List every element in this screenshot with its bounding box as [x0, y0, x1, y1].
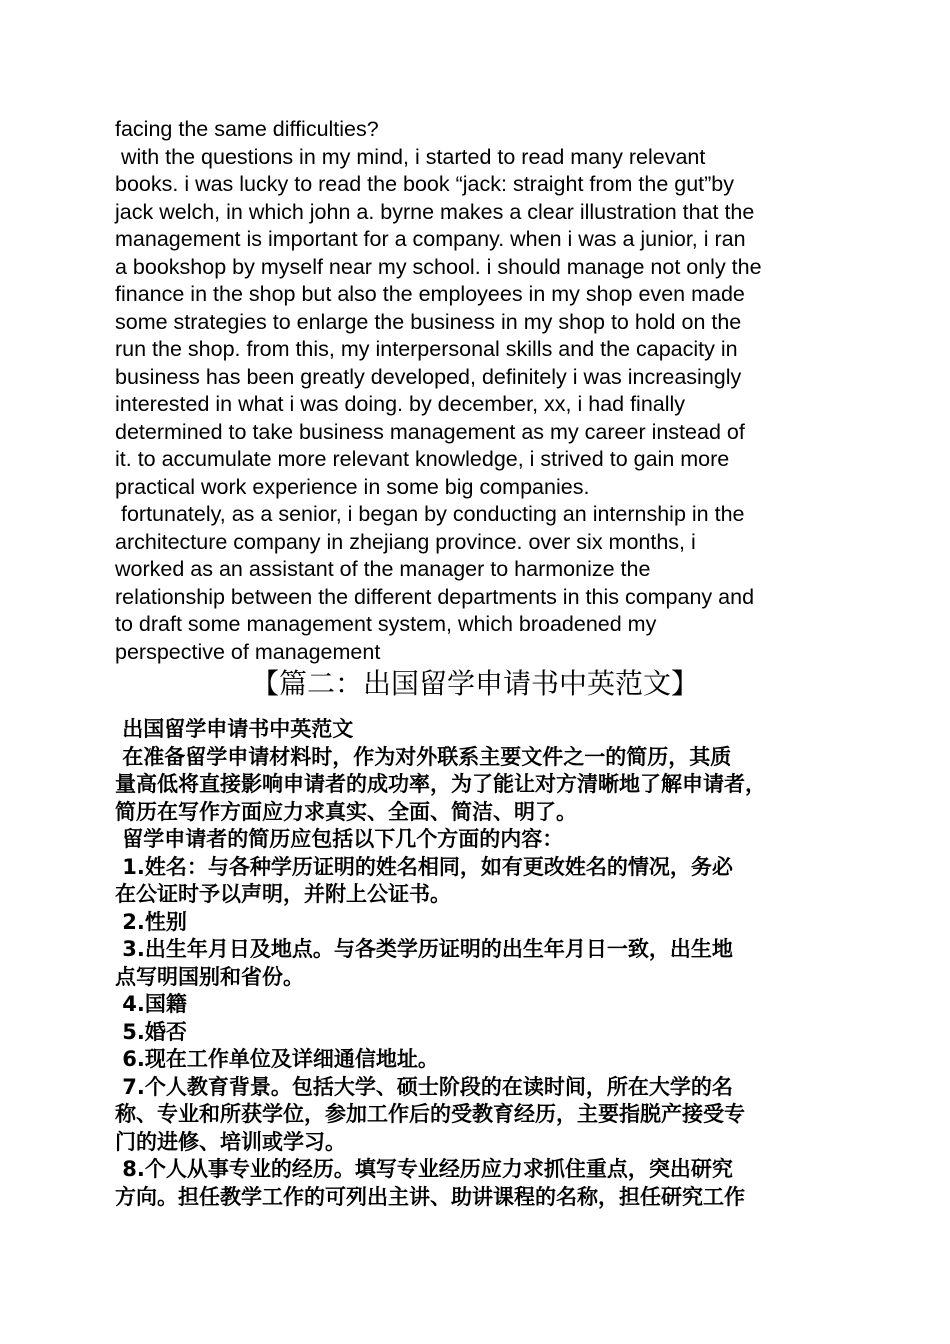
- text-line: practical work experience in some big companies.: [115, 474, 590, 499]
- text-line: with the questions in my mind, i started to read many relevant: [115, 144, 706, 169]
- text-line: to draft some management system, which broadened my: [115, 612, 657, 636]
- text-line: 8.个人从事专业的经历。填写专业经历应力求抓住重点，突出研究: [115, 1157, 733, 1181]
- text-line: 2.性别: [115, 909, 187, 934]
- text-line: determined to take business management as my career instead of: [115, 419, 745, 444]
- text-line: 6.现在工作单位及详细通信地址。: [115, 1047, 439, 1071]
- text-line: 4.国籍: [115, 992, 187, 1016]
- text-line: 7.个人教育背景。包括大学、硕士阶段的在读时间，所在大学的名: [115, 1074, 733, 1099]
- text-line: 在公证时予以声明，并附上公证书。: [115, 882, 451, 906]
- text-line: books. i was lucky to read the book “jack: straight from the gut”by: [115, 172, 735, 196]
- text-line: business has been greatly developed, definitely i was increasingly: [115, 364, 742, 389]
- text-line: run the shop. from this, my interpersonal skills and the capacity in: [115, 337, 738, 361]
- text-line: 点写明国别和省份。: [115, 964, 304, 989]
- text-line: 门的进修、培训或学习。: [115, 1129, 346, 1154]
- text-line: 量高低将直接影响申请者的成功率，为了能让对方清晰地了解申请者，: [115, 772, 766, 796]
- text-line: 称、专业和所获学位，参加工作后的受教育经历，主要指脱产接受专: [115, 1102, 745, 1126]
- text-line: fortunately, as a senior, i began by conducting an internship in the: [115, 502, 745, 526]
- text-line: facing the same difficulties?: [115, 117, 379, 141]
- text-line: perspective of management: [115, 639, 381, 664]
- text-line: 在准备留学申请材料时，作为对外联系主要文件之一的简历，其质: [115, 744, 732, 769]
- text-line: it. to accumulate more relevant knowledge, i strived to gain more: [115, 447, 730, 471]
- section-heading: 【篇二：出国留学申请书中英范文】: [250, 667, 699, 700]
- english-paragraphs: [115, 116, 855, 666]
- text-line: finance in the shop but also the employees in my shop even made: [115, 282, 745, 306]
- text-line: 出国留学申请书中英范文: [115, 717, 354, 741]
- text-line: relationship between the different departments in this company and: [115, 584, 755, 609]
- text-line: a bookshop by myself near my school. i should manage not only the: [115, 254, 762, 279]
- text-line: 简历在写作方面应力求真实、全面、简洁、明了。: [115, 799, 577, 824]
- text-line: some strategies to enlarge the business in my shop to hold on the: [115, 309, 742, 334]
- text-line: 1.姓名：与各种学历证明的姓名相同，如有更改姓名的情况，务必: [115, 854, 733, 879]
- text-line: 3.出生年月日及地点。与各类学历证明的出生年月日一致，出生地: [115, 937, 733, 961]
- chinese-paragraphs: [115, 716, 855, 1211]
- text-line: management is important for a company. when i was a junior, i ran: [115, 227, 746, 251]
- text-line: 5.婚否: [115, 1019, 187, 1044]
- text-line: architecture company in zhejiang province. over six months, i: [115, 529, 696, 554]
- text-line: 留学申请者的简历应包括以下几个方面的内容：: [115, 827, 564, 851]
- text-line: worked as an assistant of the manager to harmonize the: [115, 557, 651, 581]
- text-line: 方向。担任教学工作的可列出主讲、助讲课程的名称，担任研究工作: [115, 1184, 745, 1209]
- text-line: interested in what i was doing. by december, xx, i had finally: [115, 392, 686, 416]
- text-line: jack welch, in which john a. byrne makes a clear illustration that the: [115, 199, 755, 224]
